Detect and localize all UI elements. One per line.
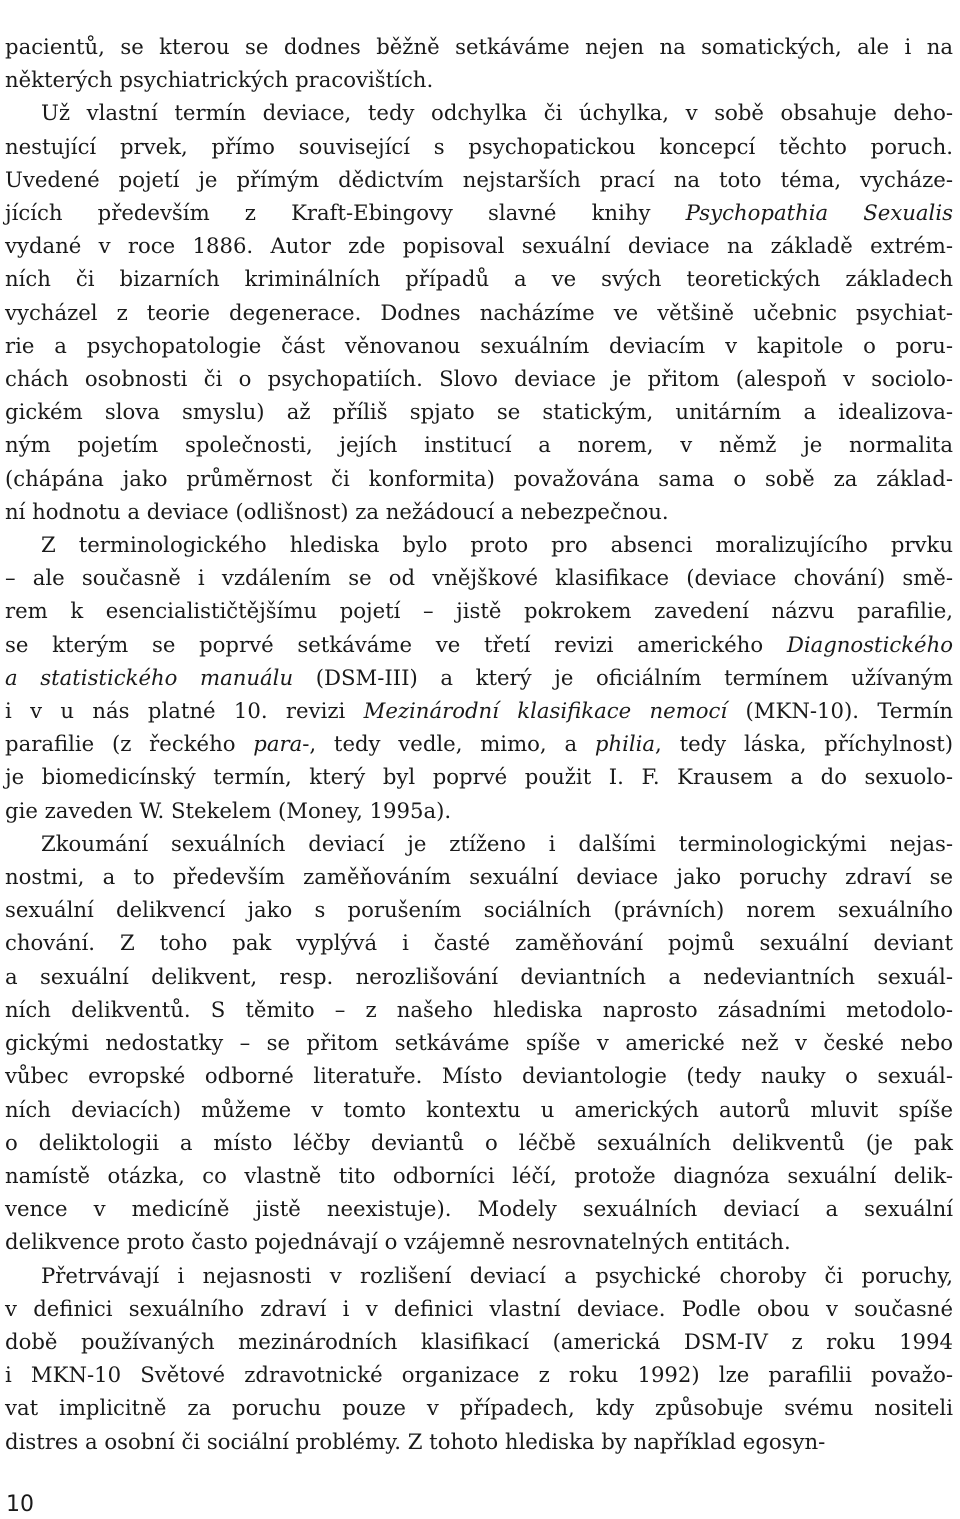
italic-title: a statistického manuálu	[5, 664, 294, 690]
italic-title: Psychopathia Sexualis	[685, 200, 953, 226]
text-line: některých psychiatrických pracovištích.	[5, 67, 434, 93]
text-line: Zkoumání sexuálních deviací je ztíženo i dalšími terminologickými nejas-	[41, 830, 953, 856]
text-line: nestující prvek, přímo související s psychopatickou koncepcí těchto poruch.	[5, 133, 953, 159]
text-line: ným pojetím společnosti, jejích institucí a norem, v němž je normalita	[5, 432, 953, 458]
text-line: rie a psychopatologie část věnovanou sexuálním deviacím v kapitole o poru-	[5, 332, 953, 358]
italic-title: para	[253, 731, 303, 757]
italic-title: Diagnostického	[786, 631, 953, 657]
text-line: vycházel z teorie degenerace. Dodnes nacházíme ve většině učebnic psychiat-	[5, 299, 953, 325]
paragraph-1	[5, 30, 953, 96]
paragraph-4	[5, 827, 953, 1259]
text-line: Přetrvávají i nejasnosti v rozlišení deviací a psychické choroby či poruchy,	[41, 1262, 953, 1288]
text-line: ních deviacích) můžeme v tomto kontextu u amerických autorů mluvit spíše	[5, 1096, 953, 1122]
text-line: chách osobnosti či o psychopatiích. Slovo deviace je přitom (alespoň v sociolo-	[5, 366, 953, 392]
text-line: namístě otázka, co vlastně tito odborníci léčí, protože diagnóza sexuální delik-	[5, 1162, 953, 1188]
text-line: gickém slova smyslu) až příliš spjato se statickým, unitárním a idealizova-	[5, 399, 953, 425]
italic-title: philia	[594, 731, 656, 757]
text-line: chování. Z toho pak vyplývá i časté zaměňování pojmů sexuální deviant	[5, 930, 953, 956]
text-line: parafilie (z řeckého para-, tedy vedle, mimo, a philia, tedy láska, příchylnost)	[5, 731, 953, 757]
text-line: i MKN-10 Světové zdravotnické organizace z roku 1992) lze parafilii považo-	[5, 1362, 953, 1388]
text-line: jících především z Kraft-Ebingovy slavné knihy Psychopathia Sexualis	[5, 200, 953, 226]
text-line: ní hodnotu a deviace (odlišnost) za nežádoucí a nebezpečnou.	[5, 498, 669, 524]
text-line: a sexuální delikvent, resp. nerozlišování deviantních a nedeviantních sexuál-	[5, 963, 953, 989]
text-line: delikvence proto často pojednávají o vzájemně nesrovnatelných entitách.	[5, 1229, 791, 1255]
text-line: vůbec evropské odborné literatuře. Místo deviantologie (tedy nauky o sexuál-	[5, 1063, 953, 1089]
text-line: Z terminologického hlediska bylo proto pro absenci moralizujícího prvku	[41, 532, 953, 558]
text-line: vat implicitně za poruchu pouze v případech, kdy způsobuje svému nositeli	[5, 1395, 953, 1421]
document-page	[5, 30, 953, 1458]
text-line: se kterým se poprvé setkáváme ve třetí revizi amerického Diagnostického	[5, 631, 953, 657]
text-line: nostmi, a to především zaměňováním sexuální deviace jako poruchy zdraví se	[5, 864, 953, 890]
text-line: je biomedicínský termín, který byl poprvé použit I. F. Krausem a do sexuolo-	[5, 764, 953, 790]
text-line: gie zaveden W. Stekelem (Money, 1995a).	[5, 797, 452, 823]
text-line: vydané v roce 1886. Autor zde popisoval sexuální deviace na základě extrém-	[5, 233, 953, 259]
text-line: rem k esencialističtějšímu pojetí – jistě pokrokem zavedení názvu parafilie,	[5, 598, 953, 624]
text-line: vence v medicíně jistě neexistuje). Modely sexuálních deviací a sexuální	[5, 1196, 953, 1222]
text-line: distres a osobní či sociální problémy. Z tohoto hlediska by například egosyn-	[5, 1428, 826, 1454]
text-line: Už vlastní termín deviace, tedy odchylka či úchylka, v sobě obsahuje deho-	[41, 100, 953, 126]
paragraph-5	[5, 1259, 953, 1458]
text-line: o deliktologii a místo léčby deviantů o léčbě sexuálních delikventů (je pak	[5, 1129, 953, 1155]
paragraph-3	[5, 528, 953, 827]
text-line: gickými nedostatky – se přitom setkáváme spíše v americké než v české nebo	[5, 1030, 953, 1056]
text-line: (chápána jako průměrnost či konformita) považována sama o sobě za základ-	[5, 465, 953, 491]
text-line: Uvedené pojetí je přímým dědictvím nejstarších prací na toto téma, vycháze-	[5, 166, 953, 192]
text-line: ních delikventů. S těmito – z našeho hlediska naprosto zásadními metodolo-	[5, 996, 953, 1022]
text-line: v definici sexuálního zdraví i v definici vlastní deviace. Podle obou v současné	[5, 1295, 953, 1321]
text-line: době používaných mezinárodních klasifikací (americká DSM-IV z roku 1994	[5, 1328, 953, 1354]
text-line: pacientů, se kterou se dodnes běžně setkáváme nejen na somatických, ale i na	[5, 34, 953, 59]
text-line: a statistického manuálu (DSM-III) a který je oficiálním termínem užívaným	[5, 664, 953, 690]
text-line: ních či bizarních kriminálních případů a ve svých teoretických základech	[5, 266, 953, 292]
paragraph-2	[5, 96, 953, 528]
page-number: 10	[6, 1492, 34, 1517]
text-line: sexuální delikvencí jako s porušením sociálních (právních) norem sexuálního	[5, 897, 953, 923]
italic-title: Mezinárodní klasifikace nemocí	[363, 698, 728, 724]
text-line: – ale současně i vzdálením se od vnějškové klasifikace (deviace chování) smě-	[5, 565, 953, 591]
text-line: i v u nás platné 10. revizi Mezinárodní klasifikace nemocí (MKN-10). Termín	[5, 698, 953, 724]
